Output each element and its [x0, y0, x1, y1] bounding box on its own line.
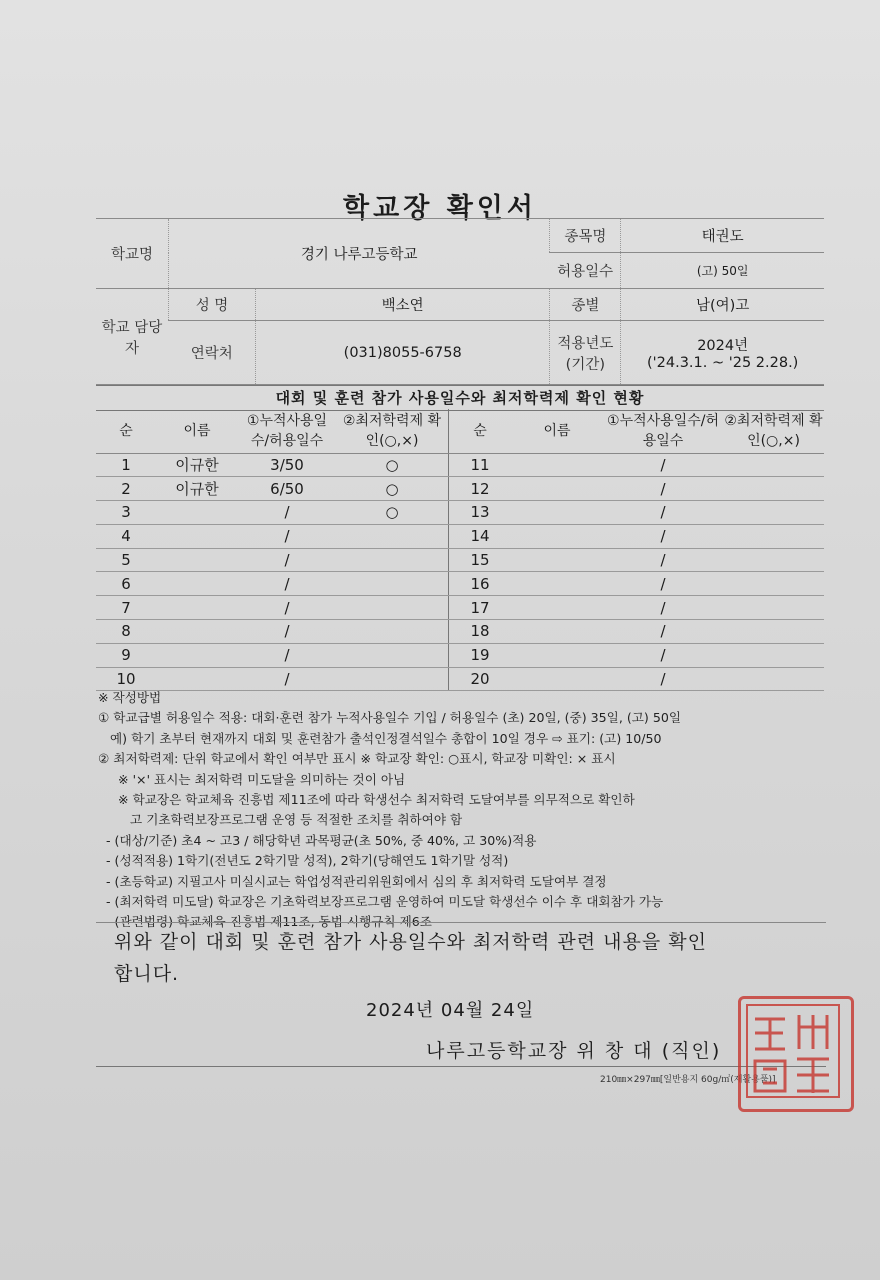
cell-check: ○ — [336, 477, 449, 501]
cell-days: 6/50 — [238, 477, 336, 501]
cell-name — [156, 524, 238, 548]
cell-no: 15 — [449, 548, 512, 572]
confirmation-text — [114, 926, 824, 990]
table-row — [96, 596, 824, 620]
table-row — [96, 643, 824, 667]
note-line: - (관련법령) 학교체육 진흥법 제11조, 동법 시행규칙 제6조 — [98, 914, 432, 930]
note-line: ※ 학교장은 학교체육 진흥법 제11조에 따라 학생선수 최저학력 도달여부를 의무적으로 확인하 — [98, 792, 635, 808]
status-table — [96, 409, 824, 691]
cell-name — [511, 501, 603, 525]
col-check-left: ②최저학력제 확인(○,×) — [336, 409, 449, 453]
table-row — [96, 453, 824, 477]
cell-name — [156, 620, 238, 644]
section-title: 대회 및 훈련 참가 사용일수와 최저학력제 확인 현황 — [96, 385, 824, 411]
cell-days: / — [603, 596, 723, 620]
table-row — [96, 620, 824, 644]
cell-days: / — [238, 620, 336, 644]
cell-no: 14 — [449, 524, 512, 548]
note-line: ※ '×' 표시는 최저학력 미도달을 의미하는 것이 아님 — [98, 771, 406, 787]
sport-value: 태권도 — [621, 219, 824, 253]
cell-no: 7 — [96, 596, 156, 620]
cell-no: 5 — [96, 548, 156, 572]
cell-no: 6 — [96, 572, 156, 596]
gender-value: 남(여)고 — [621, 289, 824, 321]
cell-check — [336, 596, 449, 620]
cell-name: 이규한 — [156, 477, 238, 501]
cell-days: / — [238, 572, 336, 596]
cell-check — [723, 643, 824, 667]
cell-name — [511, 477, 603, 501]
note-line: - (대상/기준) 초4 ~ 고3 / 해당학년 과목평균(초 50%, 중 40%, 고 30%)적용 — [98, 832, 537, 848]
cell-name — [511, 643, 603, 667]
cell-check — [723, 477, 824, 501]
cell-name — [156, 596, 238, 620]
cell-days: / — [238, 501, 336, 525]
note-line: ② 최저학력제: 단위 학교에서 확인 여부만 표시 ※ 학교장 확인: ○표시, 학교장 미확인: × 표시 — [98, 751, 616, 767]
col-no-right: 순 — [449, 409, 512, 453]
year-label: 적용년도 (기간) — [550, 321, 621, 385]
cell-days: / — [603, 453, 723, 477]
cell-check — [336, 620, 449, 644]
cell-no: 19 — [449, 643, 512, 667]
cell-check — [723, 572, 824, 596]
cell-days: / — [603, 524, 723, 548]
cell-name — [156, 643, 238, 667]
col-days-left: ①누적사용일수/허용일수 — [238, 409, 336, 453]
col-check-right: ②최저학력제 확인(○,×) — [723, 409, 824, 453]
cell-name — [511, 453, 603, 477]
cell-name — [156, 572, 238, 596]
cell-no: 13 — [449, 501, 512, 525]
cell-name — [511, 572, 603, 596]
principal-signature: 나루고등학교장 위 창 대 (직인) — [426, 1040, 722, 1062]
manager-name: 백소연 — [256, 289, 550, 321]
cell-days: / — [238, 667, 336, 691]
cell-no: 16 — [449, 572, 512, 596]
cell-no: 17 — [449, 596, 512, 620]
seal-icon — [741, 999, 845, 1103]
cell-check: ○ — [336, 501, 449, 525]
cell-check — [723, 501, 824, 525]
note-line: 고 기초학력보장프로그램 운영 등 적절한 조치를 취하여야 함 — [98, 812, 463, 828]
note-line: - (초등학교) 지필고사 미실시교는 학업성적관리위원회에서 심의 후 최저학력 도달여부 결정 — [98, 873, 607, 889]
cell-days: / — [238, 524, 336, 548]
col-no-left: 순 — [96, 409, 156, 453]
cell-days: / — [603, 477, 723, 501]
cell-days: / — [238, 596, 336, 620]
cell-name — [511, 548, 603, 572]
cell-days: / — [603, 548, 723, 572]
name-label: 성 명 — [169, 289, 256, 321]
manager-label: 학교 담당자 — [96, 289, 169, 385]
cell-check — [723, 453, 824, 477]
note-line: ※ 작성방법 — [98, 690, 162, 705]
cell-no: 4 — [96, 524, 156, 548]
year-value: 2024년 — [697, 338, 749, 354]
school-label: 학교명 — [96, 219, 169, 289]
cell-no: 9 — [96, 643, 156, 667]
cell-days: / — [603, 620, 723, 644]
paper-spec: 210㎜×297㎜[일반용지 60g/㎡(재활용품)] — [600, 1075, 776, 1085]
table-row — [96, 477, 824, 501]
cell-no: 18 — [449, 620, 512, 644]
cell-no: 8 — [96, 620, 156, 644]
note-line: 예) 학기 초부터 현재까지 대회 및 훈련참가 출석인정결석일수 총합이 10일 경우 ⇨ 표기: (고) 10/50 — [98, 730, 662, 746]
cell-name — [156, 548, 238, 572]
cell-name — [511, 524, 603, 548]
note-line: - (성적적용) 1학기(전년도 2학기말 성적), 2학기(당해연도 1학기말 성적) — [98, 853, 509, 869]
cell-days: / — [603, 572, 723, 596]
cell-check: ○ — [336, 453, 449, 477]
col-name-left: 이름 — [156, 409, 238, 453]
bottom-divider — [96, 1066, 826, 1067]
cell-name — [511, 596, 603, 620]
cell-check — [723, 548, 824, 572]
cell-check — [336, 572, 449, 596]
cell-check — [723, 620, 824, 644]
cell-no: 20 — [449, 667, 512, 691]
issue-date: 2024년 04월 24일 — [366, 1000, 535, 1021]
cell-name: 이규한 — [156, 453, 238, 477]
days-label: 허용일수 — [550, 253, 621, 289]
cell-no: 1 — [96, 453, 156, 477]
cell-days: 3/50 — [238, 453, 336, 477]
gender-label: 종별 — [550, 289, 621, 321]
cell-days: / — [603, 667, 723, 691]
col-name-right: 이름 — [511, 409, 603, 453]
sport-label: 종목명 — [550, 219, 621, 253]
table-row — [96, 572, 824, 596]
note-line: - (최저학력 미도달) 학교장은 기초학력보장프로그램 운영하여 미도달 학생선수 이수 후 대회참가 가능 — [98, 894, 664, 910]
cell-days: / — [603, 643, 723, 667]
cell-days: / — [238, 643, 336, 667]
instructions — [98, 688, 838, 933]
period-value: ('24.3.1. ~ '25 2.28.) — [647, 355, 799, 371]
col-days-right: ①누적사용일수/허용일수 — [603, 409, 723, 453]
confirmation-line-1: 위와 같이 대회 및 훈련 참가 사용일수와 최저학력 관련 내용을 확인 — [114, 931, 707, 953]
cell-name — [511, 620, 603, 644]
status-table-body — [96, 453, 824, 691]
year-cell — [621, 321, 824, 385]
confirmation-line-2: 합니다. — [114, 963, 180, 985]
cell-no: 10 — [96, 667, 156, 691]
official-seal — [738, 996, 854, 1112]
cell-check — [336, 643, 449, 667]
cell-no: 3 — [96, 501, 156, 525]
cell-check — [336, 524, 449, 548]
days-value: (고) 50일 — [621, 253, 824, 289]
cell-days: / — [603, 501, 723, 525]
table-row — [96, 501, 824, 525]
table-row — [96, 524, 824, 548]
contact-label: 연락처 — [169, 321, 256, 385]
note-line: ① 학교급별 허용일수 적용: 대회·훈련 참가 누적사용일수 기입 / 허용일수 (초) 20일, (중) 35일, (고) 50일 — [98, 710, 682, 726]
contact-value: (031)8055-6758 — [256, 321, 550, 385]
cell-check — [723, 524, 824, 548]
cell-check — [723, 596, 824, 620]
cell-check — [336, 548, 449, 572]
divider — [96, 922, 826, 923]
cell-no: 11 — [449, 453, 512, 477]
document-title: 학교장 확인서 — [343, 193, 537, 224]
cell-no: 2 — [96, 477, 156, 501]
cell-no: 12 — [449, 477, 512, 501]
cell-days: / — [238, 548, 336, 572]
table-row — [96, 548, 824, 572]
cell-name — [156, 501, 238, 525]
school-info-table — [96, 218, 824, 385]
school-name: 경기 나루고등학교 — [169, 219, 550, 289]
